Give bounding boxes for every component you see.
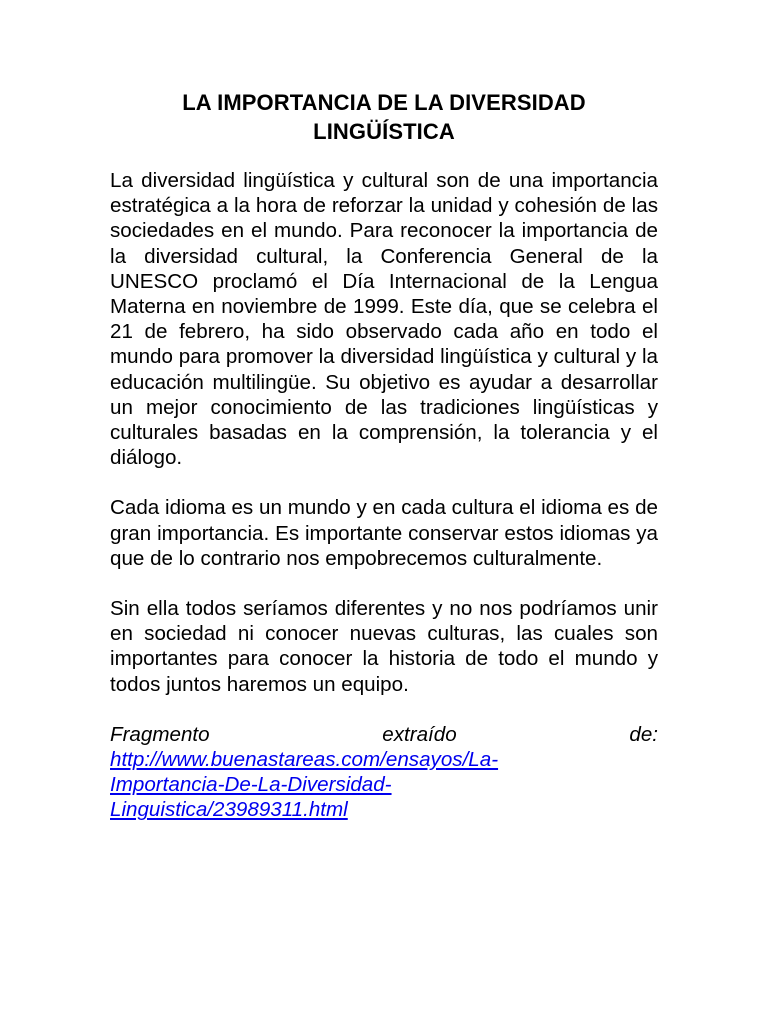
source-link-line-1: http://www.buenastareas.com/ensayos/La- xyxy=(110,748,499,772)
source-link[interactable] xyxy=(110,747,570,823)
source-word-extraido: extraído xyxy=(382,722,457,746)
source-link-line-3: Linguistica/23989311.html xyxy=(110,798,348,822)
source-link-line-2: Importancia-De-La-Diversidad- xyxy=(110,773,392,797)
paragraph-1: La diversidad lingüística y cultural son de una importancia estratégica a la hora de reforzar la unidad y cohesión de las sociedades en el mundo. Para reconocer la importancia de la diversidad cultural, la Conferencia General de la UNESCO proclamó el Día Internacional de la Lengua Materna en noviembre de 1999. Este día, que se celebra el 21 de febrero, ha sido observado cada año en todo el mundo para promover la diversidad lingüística y cultural y la educación multilingüe. Su objetivo es ayudar a desarrollar un mejor conocimiento de las tradiciones lingüísticas y culturales basadas en la comprensión, la tolerancia y el diálogo. xyxy=(110,169,658,470)
source-word-de: de: xyxy=(629,722,658,746)
source-word-fragmento: Fragmento xyxy=(110,722,210,746)
document-body xyxy=(110,88,658,823)
paragraph-2: Cada idioma es un mundo y en cada cultura el idioma es de gran importancia. Es importante conservar estos idiomas ya que de lo contrario nos empobrecemos culturalmente. xyxy=(110,496,658,570)
source-label xyxy=(110,722,658,747)
title-line-2: LINGÜÍSTICA xyxy=(313,119,455,144)
source-citation xyxy=(110,722,658,823)
title-line-1: LA IMPORTANCIA DE LA DIVERSIDAD xyxy=(182,90,586,115)
document-title xyxy=(110,88,658,146)
paragraph-3: Sin ella todos seríamos diferentes y no nos podríamos unir en sociedad ni conocer nuevas culturas, las cuales son importantes para conocer la historia de todo el mundo y todos juntos haremos un equipo. xyxy=(110,597,658,696)
